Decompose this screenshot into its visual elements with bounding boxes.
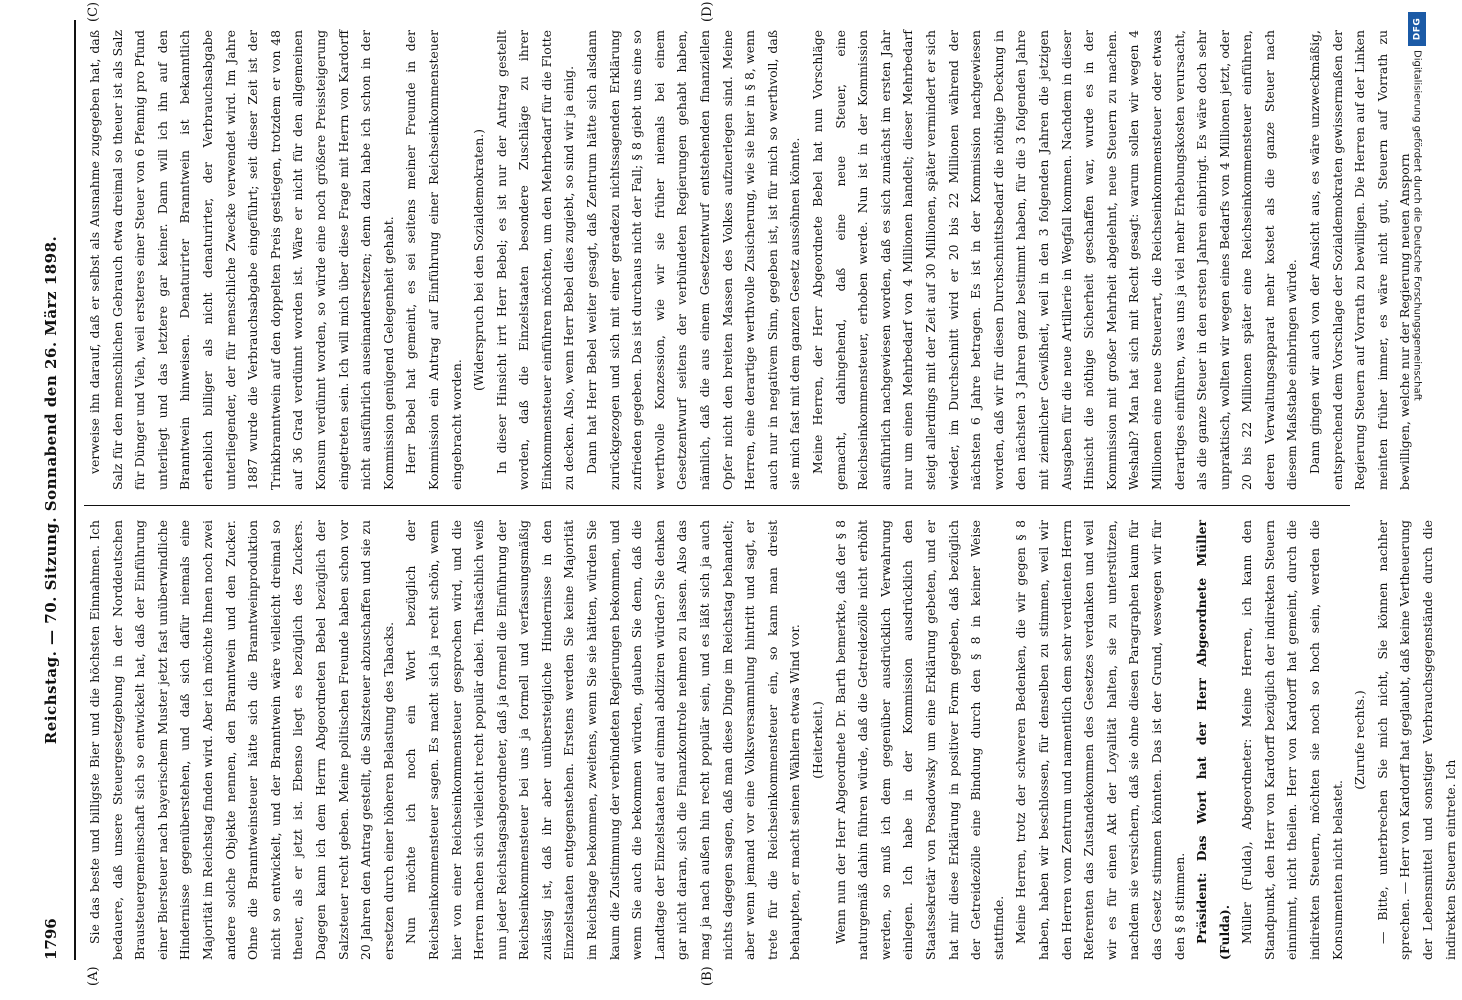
paragraph: Dann gingen wir auch von der Ansicht aus, es wäre unzweckmäßig, entsprechend dem Vorschlage der Sozialdemokraten gewissermaßen der Regierung Steuern auf Vorrath zu bewilligen. Die Herren auf der Linken meinten früher immer, es wäre nicht gut, Steuern auf Vorrath zu bewilligen, welche nur der Regierung neuen Ansporn (1307, 29, 1413, 490)
speaker-line: Präsident: Das Wort hat der Herr Abgeordnete Müller (Fulda). (1194, 520, 1232, 960)
funding-note: Digitalisierung gefördert durch die Deutsche Forschungsgemeinschaft (1411, 50, 1423, 401)
interjection: (Zurufe rechts.) (1352, 690, 1368, 790)
page-title: Reichstag. — 70. Sitzung. Sonnabend den 26. März 1898. (42, 235, 60, 745)
margin-mark-d: (D) (700, 1, 715, 22)
column-divider (84, 505, 1350, 506)
paragraph: verweise ihn darauf, daß er selbst als Ausnahme zugegeben hat, daß Salz für den menschlichen Gebrauch etwa dreimal so theuer ist als Salz für Dünger und Vieh, weil ersteres einer Steuer von 6 Pfennig pro Pfund unterliegt und das letztere gar keiner. Dann will ich ihn auf den Branntwein hinweisen. Denaturirter Branntwein ist bekanntlich erheblich billiger als nicht denaturirter, der Verbrauchsabgabe unterliegender, der für menschliche Zwecke verwendet wird. Im Jahre 1887 wurde die Verbrauchsabgabe eingeführt; seit dieser Zeit ist der Trinkbranntwein auf den doppelten Preis gestiegen, trotzdem er von 48 auf 36 Grad verdünnt worden ist. Wäre er nicht für den allgemeinen Konsum verdünnt worden, so würde eine noch größere Preissteigerung eingetreten sein. Ich will mich über diese Frage mit Herrn von Kardorff nicht ausführlich auseinandersetzen; denn dazu habe ich schon in der Kommission genügend Gelegenheit gehabt. (87, 30, 396, 490)
paragraph: Sie das beste und billigste Bier und die höchsten Einnahmen. Ich bedauere, daß unsere Steuergesetzgebung in der Norddeutschen Brausteuergemeinschaft sich so entwickelt hat, daß der Einführung einer Biersteuer nach bayerischem Muster jetzt fast unüberwindliche Hindernisse gegenüberstehen, und daß sich dafür niemals eine Majorität im Reichstag finden wird. Aber ich möchte Ihnen noch zwei andere solche Objekte nennen, den Branntwein und den Zucker. Ohne die Branntweinsteuer hätte sich die Branntweinproduktion nicht so entwickelt, und der Branntwein wäre vielleicht dreimal so theuer, als er jetzt ist. Ebenso liegt es bezüglich des Zuckers. Dagegen kann ich dem Herrn Abgeordneten Bebel bezüglich der Salzsteuer recht geben. Meine politischen Freunde haben schon vor 20 Jahren den Antrag gestellt, die Salzsteuer abzuschaffen und sie zu ersetzen durch einer höheren Belastung des Tabacks. (87, 520, 396, 960)
paragraph: Müller (Fulda), Abgeordneter: Meine Herren, ich kann den Standpunkt, den Herr von Kardorff bezüglich der indirekten Steuern einnimmt, nicht theilen. Herr von Kardorff hat gemeint, durch die indirekten Steuern, möchten sie noch so hoch sein, werden die Konsumenten nicht belastet. (1239, 520, 1345, 960)
paragraph: Wenn nun der Herr Abgeordnete Dr. Barth bemerkte, daß der § 8 naturgemäß dahin führen würde, daß die Getreidezölle nicht erhöht werden, so muß ich dem gegenüber ausdrücklich Verwahrung einlegen. Ich habe in der Kommission ausdrücklich den Staatssekretär von Posadowsky um eine Erklärung gebeten, und er hat mir diese Erklärung in positiver Form gegeben, daß bezüglich der Getreidezölle eine Bindung durch den § 8 in keiner Weise stattfinde. (832, 520, 1006, 960)
margin-mark-c: (C) (86, 1, 101, 22)
interjection: (Widerspruch bei den Sozialdemokraten.) (471, 128, 487, 392)
paragraph: Nun möchte ich noch ein Wort bezüglich der Reichseinkommensteuer sagen. Es macht sich ja recht schön, wenn hier von einer Reichseinkommensteuer gesprochen wird, und die Herren machen sich vielleicht recht populär dabei. Thatsächlich weiß nun jeder Reichstagsabgeordneter, daß ja formell die Einführung der Reichseinkommensteuer bei uns ja formell und verfassungsmäßig zulässig ist, daß ihr aber unübersteigliche Hindernisse in den Einzelstaaten entgegenstehen. Erstens werden Sie keine Majorität im Reichstage bekommen, zweitens, wenn Sie sie hätten, würden Sie kaum die Zustimmung der verbündeten Regierungen bekommen, und wenn Sie auch die bekommen würden, glauben Sie denn, daß die Landtage der Einzelstaaten auf einmal abdiziren würden? Sie denken gar nicht daran, sich die Finanzkontrole nehmen zu lassen. Also das mag ja nach außen hin recht populär sein, und es läßt sich ja auch nichts dagegen sagen, daß man diese Dinge im Reichstag behandelt; aber wenn jemand vor eine Volksversammlung hintritt und sagt, er trete für die Reichseinkommensteuer ein, so kann man dreist behaupten, er macht seinen Wählern etwas Wind vor. (403, 520, 803, 960)
dfg-logo (1408, 12, 1426, 46)
funding-sidebar (1400, 6, 1434, 996)
paragraph: In dieser Hinsicht irrt Herr Bebel; es ist nur der Antrag gestellt worden, daß die Einzelstaaten besondere Zuschläge zu ihrer Einkommensteuer einführen möchten, um den Mehrbedarf für die Flotte zu decken. Also, wenn Herr Bebel dies zugiebt, so sind wir ja einig. (493, 30, 577, 490)
page-header (30, 20, 76, 960)
page-number: 1796 (42, 918, 60, 960)
margin-mark-b: (B) (700, 966, 715, 986)
interjection: (Heiterkeit.) (810, 701, 825, 779)
paragraph: Herr Bebel hat gemeint, es sei seitens meiner Freunde in der Kommission ein Antrag auf Einführung einer Reichseinkommensteuer eingebracht worden. (403, 30, 464, 490)
paragraph: Dann hat Herr Bebel weiter gesagt, daß Zentrum hätte sich alsdann zurückgezogen und sich mit einer geradezu nichtssagenden Erklärung zufrieden gegeben. Das ist durchaus nicht der Fall; § 8 giebt uns eine so werthvolle Konzession, wie wir sie früher niemals bei einem Gesetzentwurf seitens der verbündeten Regierungen gehabt haben, nämlich, daß die aus einem Gesetzentwurf entstehenden finanziellen Opfer nicht den breiten Massen des Volkes aufzuerlegen sind. Meine Herren, eine derartige werthvolle Zusicherung, wie sie hier in § 8, wenn auch nur in negativem Sinn, gegeben ist, ist für mich so werthvoll, daß sie mich fast mit dem ganzen Gesetz aussöhnen könnte. (584, 30, 803, 490)
paragraph: Meine Herren, trotz der schweren Bedenken, die wir gegen § 8 haben, haben wir beschlossen, für denselben zu stimmen, weil wir den Herren vom Zentrum und namentlich dem sehr verdienten Herrn Referenten das Zustandekommen des Gesetzes verdanken und weil wir es für einen Akt der Loyalität halten, sie zu unterstützen, nachdem sie versichern, daß sie ohne diesen Paragraphen kaum für das Gesetz stimmen könnten. Das ist der Grund, weswegen wir für den § 8 stimmen. (1013, 520, 1187, 960)
dfg-logo-text: DFG (1412, 17, 1423, 41)
margin-mark-a: (A) (86, 966, 101, 986)
left-column (84, 520, 1458, 960)
paragraph: Meine Herren, der Herr Abgeordnete Bebel hat nun Vorschläge gemacht, dahingehend, daß eine neue Steuer, eine Reichseinkommensteuer, erhoben werde. Nun ist in der Kommission ausführlich nachgewiesen worden, daß es sich zunächst im ersten Jahr nur um einen Mehrbedarf von 4 Millionen handelt; dieser Mehrbedarf steigt allerdings mit der Zeit auf 30 Millionen, später vermindert er sich wieder, im Durchschnitt wird er 20 bis 22 Millionen während der nächsten 6 Jahre betragen. Es ist in der Kommission nachgewiesen worden, daß wir für diesen Durchschnittsbedarf die nöthige Deckung in den nächsten 3 Jahren ganz bestimmt haben, für die 3 folgenden Jahre mit ziemlicher Gewißheit, weil in den 3 folgenden Jahren die jetzigen Ausgaben für die neue Artillerie in Wegfall kommen. Nachdem in dieser Hinsicht die nöthige Sicherheit geschaffen war, wurde es in der Kommission mit großer Mehrheit abgelehnt, neue Steuern zu machen. Weshalb? Man hat sich mit Recht gesagt: warum sollen wir wegen 4 Millionen eine neue Steuerart, die Reichseinkommensteuer oder etwas derartiges einführen, was uns ja viel mehr Erhebungskosten verursacht, als die ganze Steuer in den ersten Jahren einbringt. Es wäre doch sehr unpraktisch, wollten wir wegen eines Bedarfs von 4 Millionen jetzt, oder 20 bis 22 Millionen später eine Reichseinkommensteuer einführen, deren Verwaltungsapparat mehr kostet als die ganze Steuer nach diesem Maßstabe einbringen würde. (810, 30, 1300, 490)
right-column (84, 29, 1413, 490)
paragraph: — Bitte, unterbrechen Sie mich nicht, Sie können nachher sprechen. — Herr von Kardorff hat geglaubt, daß keine Vertheuerung der Lebensmittel und sonstiger Verbrauchsgegenstände durch die indirekten Steuern eintrete. Ich (1374, 520, 1458, 960)
